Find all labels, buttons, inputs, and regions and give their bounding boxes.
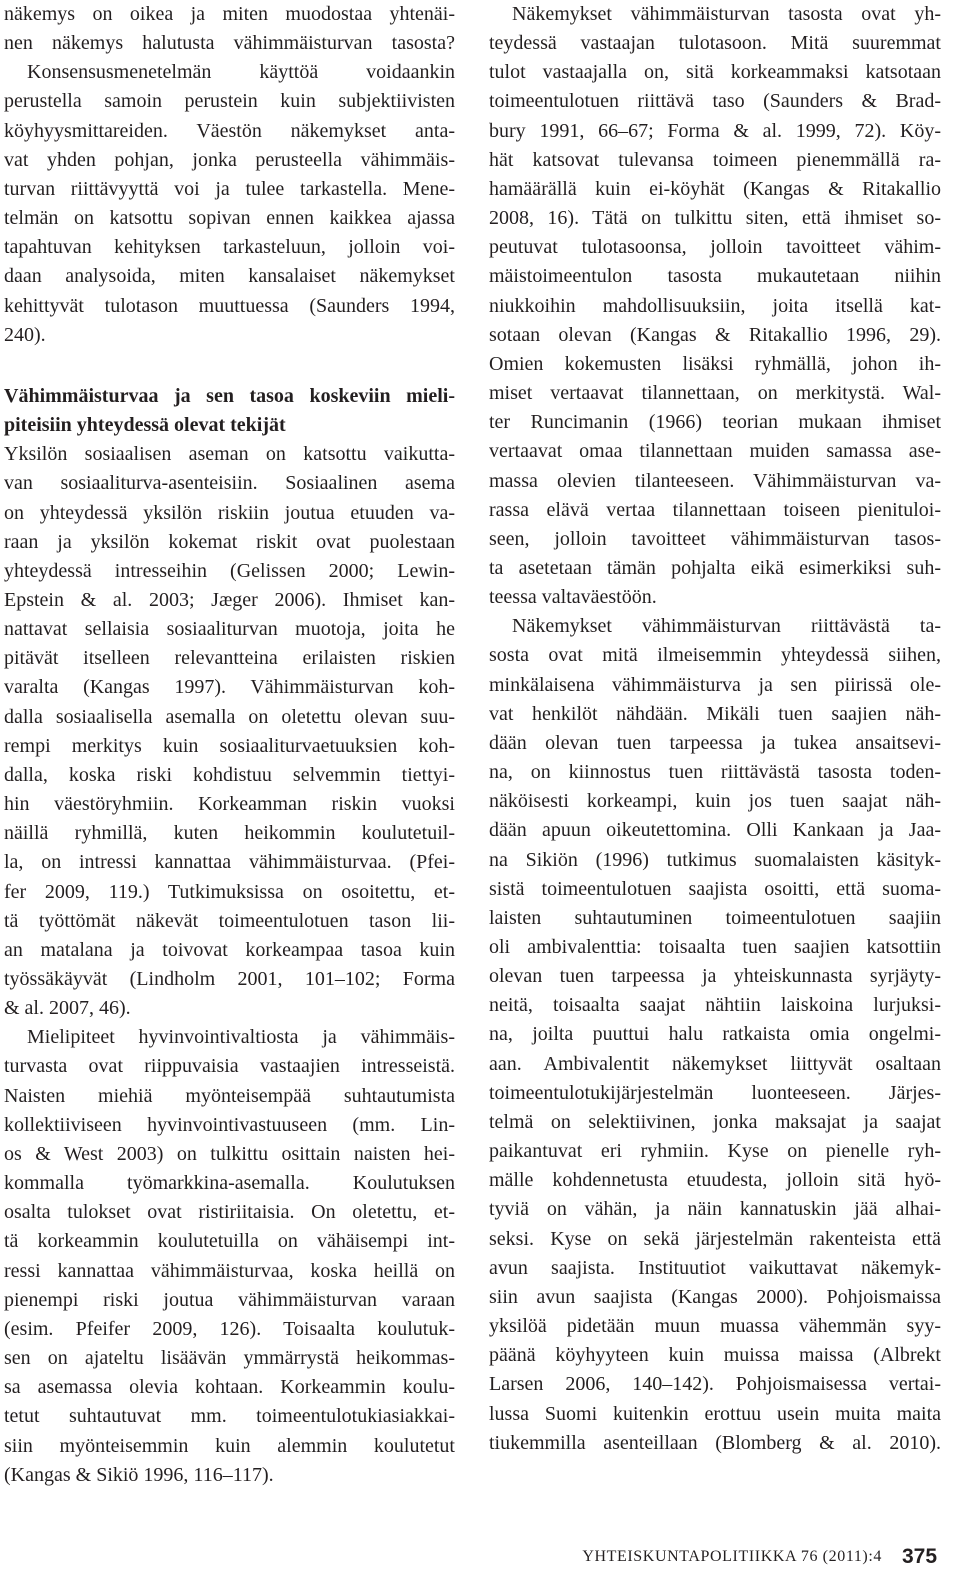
text-line: Konsensusmenetelmän käyttöä voidaankin xyxy=(27,61,455,84)
text-line: osalta tulokset ovat ristiriitaisia. On oletettu, et- xyxy=(4,1201,455,1224)
text-line: tä korkeammin koulutetuilla on vähäisempi int- xyxy=(4,1230,455,1253)
text-line: toimeentulotukijärjestelmän luonteeseen. Järjes- xyxy=(489,1081,941,1104)
text-line: hin väestöryhmiin. Korkeamman riskin vuoksi xyxy=(4,793,455,816)
text-line: (esim. Pfeifer 2009, 126). Toisaalta koulutuk- xyxy=(4,1317,455,1340)
text-line: la, on intressi kannattaa vähimmäisturvaa. (Pfei- xyxy=(4,851,455,874)
text-line: avun saajista. Instituutiot vaikuttavat näkemyk- xyxy=(489,1256,941,1279)
page-number: 375 xyxy=(902,1545,938,1568)
text-line: peutuvat tulotasoonsa, jolloin tavoitteet vähim- xyxy=(489,236,941,259)
text-line: 2008, 16). Tätä on tulkittu siten, että ihmiset so- xyxy=(489,207,941,230)
body-paragraph xyxy=(4,440,455,1023)
text-line: aan. Ambivalentit näkemykset liittyvät osaltaan xyxy=(489,1052,941,1075)
text-line: perustella samoin perustein kuin subjektiivisten xyxy=(4,90,455,113)
text-line: minkälaisena vähimmäisturva ja sen piirissä ole- xyxy=(489,673,941,696)
text-line: näkemys on oikea ja miten muodostaa yhtenäi- xyxy=(4,3,455,25)
text-line: dään apuun oikeutettomina. Olli Kankaan ja Jaa- xyxy=(489,819,941,842)
body-paragraph xyxy=(4,0,455,58)
text-line: na, on kiinnostus tuen riittävästä tasosta toden- xyxy=(489,761,941,784)
text-line: varalta (Kangas 1997). Vähimmäisturvan koh- xyxy=(4,676,455,699)
text-line: yhteydessä intresseihin (Gelissen 2000; Lewin- xyxy=(4,559,455,582)
body-paragraph xyxy=(489,612,941,1458)
text-line: pienempi riski joutua vähimmäisturvan varaan xyxy=(4,1288,455,1311)
text-line: laisten suhtautuminen toimeentulotuen saajiin xyxy=(489,906,941,929)
heading-line: Vähimmäisturvaa ja sen tasoa koskeviin mieli- xyxy=(4,384,455,407)
text-line: päänä köyhyyteen kuin muissa maissa (Albrekt xyxy=(489,1344,941,1367)
text-line: turvan riittävyyttä voi ja tulee tarkastella. Mene- xyxy=(4,177,455,200)
text-line: nen näkemys halutusta vähimmäisturvan tasosta? xyxy=(4,32,455,55)
text-line: toimeentulotuen riittävä taso (Saunders & Brad- xyxy=(489,90,941,113)
text-line: sa asemassa olevia kohtaan. Korkeammin koulu- xyxy=(4,1376,455,1399)
text-line: Näkemykset vähimmäisturvan tasosta ovat yh- xyxy=(512,3,941,25)
text-line: mäistoimeentulon tasosta mukautetaan niihin xyxy=(489,265,941,288)
body-paragraph xyxy=(4,58,455,350)
text-line: massa olevien tilanteeseen. Vähimmäisturvan va- xyxy=(489,469,941,492)
left-column xyxy=(4,0,455,1490)
text-line: on yhteydessä yksilön riskiin joutua etuuden va- xyxy=(4,501,455,524)
text-line: Epstein & al. 2003; Jæger 2006). Ihmiset kan- xyxy=(4,588,455,611)
text-line: oli ambivalenttia: toisaalta tuen saajien katsottiin xyxy=(489,936,941,958)
text-line: vat henkilöt nähdään. Mikäli tuen saajien näh- xyxy=(489,702,941,725)
text-line: tä työttömät näkevät toimeentulotuen tason lii- xyxy=(4,909,455,932)
text-line: dään olevan tuen tarpeessa ja tukea ansaitsevi- xyxy=(489,731,941,754)
text-line: rassa elävä vertaa tilannettaan toiseen pienituloi- xyxy=(489,498,941,521)
text-line: neitä, toisaalta saajat nähtiin laiskoina lurjuksi- xyxy=(489,994,941,1017)
text-line: van sosiaaliturva-asenteisiin. Sosiaalinen asema xyxy=(4,472,455,495)
section-heading xyxy=(4,382,455,440)
text-line: hät katsovat tulevansa toimeen pienemmällä ra- xyxy=(489,148,941,171)
text-line: Näkemykset vähimmäisturvan riittävästä ta- xyxy=(512,615,941,638)
text-line: tulot vastaajalla on, sitä korkeammaksi katsotaan xyxy=(489,61,941,84)
text-line: telmä on selektiivinen, jonka maksajat ja saajat xyxy=(489,1110,941,1133)
text-line: kommalla työmarkkina-asemalla. Koulutuksen xyxy=(4,1172,455,1195)
text-line: daan analysoida, miten kansalaiset näkemykset xyxy=(4,265,455,288)
text-line: teessa valtaväestöön. xyxy=(489,586,657,609)
text-line: paikantuvat eri ryhmiin. Kyse on pienelle ryh- xyxy=(489,1140,941,1163)
text-line: Mielipiteet hyvinvointivaltiosta ja vähimmäis- xyxy=(27,1026,455,1049)
text-line: fer 2009, 119.) Tutkimuksissa on osoitettu, et- xyxy=(4,880,455,903)
text-line: (Kangas & Sikiö 1996, 116–117). xyxy=(4,1463,274,1486)
text-line: Yksilön sosiaalisen aseman on katsottu vaikutta- xyxy=(4,443,455,466)
text-line: seksi. Kyse on sekä järjestelmän rakenteista että xyxy=(489,1227,941,1250)
text-line: tapahtuvan kehityksen tarkasteluun, jolloin voi- xyxy=(4,236,455,259)
text-line: köyhyysmittareiden. Väestön näkemykset anta- xyxy=(4,119,455,142)
text-line: telmän on katsottu sopivan ennen kaikkea ajassa xyxy=(4,207,455,230)
text-line: näköisesti korkeampi, kuin jos tuen saajat näh- xyxy=(489,790,941,813)
heading-line: piteisiin yhteydessä olevat tekijät xyxy=(4,414,286,437)
text-line: an matalana ja toivovat korkeampaa tasoa kuin xyxy=(4,938,455,961)
text-line: lussa Suomi kuitenkin erottuu usein muita maita xyxy=(489,1402,941,1425)
text-line: vertaavat omaa tilannettaan muiden samassa ase- xyxy=(489,440,941,463)
journal-title: YHTEISKUNTAPOLITIIKKA 76 (2011):4 xyxy=(582,1548,882,1565)
text-line: ter Runcimanin (1966) teorian mukaan ihmiset xyxy=(489,411,941,434)
text-line: raan ja yksilön kokemat riskit ovat puolestaan xyxy=(4,530,455,553)
text-line: nattavat sellaisia sosiaaliturvan muotoja, joita he xyxy=(4,618,455,641)
text-line: dalla sosiaalisella asemalla on oletettu olevan suu- xyxy=(4,705,455,728)
text-line: dalla, koska riski kohdistuu selvemmin tiettyi- xyxy=(4,763,455,786)
text-line: ressi kannattaa vähimmäisturvaa, koska heillä on xyxy=(4,1259,455,1282)
text-line: vat yhden pohjan, jonka perusteella vähimmäis- xyxy=(4,148,455,171)
text-line: na Sikiön (1996) tutkimus suomalaisten käsityk- xyxy=(489,848,941,871)
text-line: mälle kohdennetusta etuudesta, jolloin sitä hyö- xyxy=(489,1169,941,1192)
text-line: sen on ajateltu lisäävän ymmärrystä heikommas- xyxy=(4,1347,455,1370)
text-line: tyviä on vähän, ja näin kannatuskin jää alhai- xyxy=(489,1198,941,1221)
text-line: & al. 2007, 46). xyxy=(4,997,131,1020)
text-line: os & West 2003) on tulkittu osittain naisten hei- xyxy=(4,1142,455,1165)
text-line: niukkoihin mahdollisuuksiin, joita itsellä kat- xyxy=(489,294,941,317)
body-paragraph xyxy=(489,0,941,612)
text-line: olevan tuen tarpeessa ja yhteiskunnasta syrjäyty- xyxy=(489,965,941,988)
text-line: teydessä vastaajan tulotasoon. Mitä suuremmat xyxy=(489,32,941,55)
text-line: tiukemmilla asenteillaan (Blomberg & al. 2010). xyxy=(489,1431,941,1454)
text-line: sotaan olevan (Kangas & Ritakallio 1996, 29). xyxy=(489,323,941,346)
text-line: kollektiiviseen hyvinvointivastuuseen (mm. Lin- xyxy=(4,1113,455,1136)
text-line: näillä ryhmillä, kuten heikommin koulutetuil- xyxy=(4,822,455,845)
text-line: ta asetetaan tämän pohjalta eikä esimerkiksi suh- xyxy=(489,556,941,579)
right-column xyxy=(489,0,941,1458)
text-line: työssäkäyvät (Lindholm 2001, 101–102; Forma xyxy=(4,968,455,990)
text-line: Larsen 2006, 140–142). Pohjoismaisessa vertai- xyxy=(489,1373,941,1396)
text-line: bury 1991, 66–67; Forma & al. 1999, 72). Köy- xyxy=(489,119,941,142)
text-line: kehittyvät tulotason muuttuessa (Saunders 1994, xyxy=(4,294,455,317)
text-line: siin myönteisemmin kuin alemmin koulutetut xyxy=(4,1434,455,1457)
text-line: rempi merkitys kuin sosiaaliturvaetuuksien koh- xyxy=(4,734,455,757)
text-line: yksilöä pidetään muun muassa vähemmän syy- xyxy=(489,1315,941,1338)
text-line: hamäärällä kuin ei-köyhät (Kangas & Ritakallio xyxy=(489,177,941,200)
text-line: sistä toimeentulotuen saajista osoitti, että suoma- xyxy=(489,877,941,900)
text-line: na, joilta puuttui halu ratkaista omia ongelmi- xyxy=(489,1023,941,1046)
text-line: seen, jolloin tavoitteet vähimmäisturvan tasos- xyxy=(489,527,941,550)
text-line: sosta ovat mitä ilmeisemmin yhteydessä siihen, xyxy=(489,644,941,667)
text-line: Omien kokemusten lisäksi ryhmällä, johon ih- xyxy=(489,352,941,375)
text-line: Naisten miehiä myönteisempää suhtautumista xyxy=(4,1084,455,1107)
text-line: tetut suhtautuvat mm. toimeentulotukiasiakkai- xyxy=(4,1405,455,1428)
text-line: siin avun saajista (Kangas 2000). Pohjoismaissa xyxy=(489,1285,941,1308)
text-line: turvasta ovat riippuvaisia vastaajien intresseistä. xyxy=(4,1055,455,1078)
text-line: pitävät itselleen relevantteina erilaisten riskien xyxy=(4,647,455,670)
text-line: 240). xyxy=(4,323,46,346)
text-line: miset vertaavat tilannettaan, on merkitystä. Wal- xyxy=(489,382,941,405)
body-paragraph xyxy=(4,1023,455,1490)
